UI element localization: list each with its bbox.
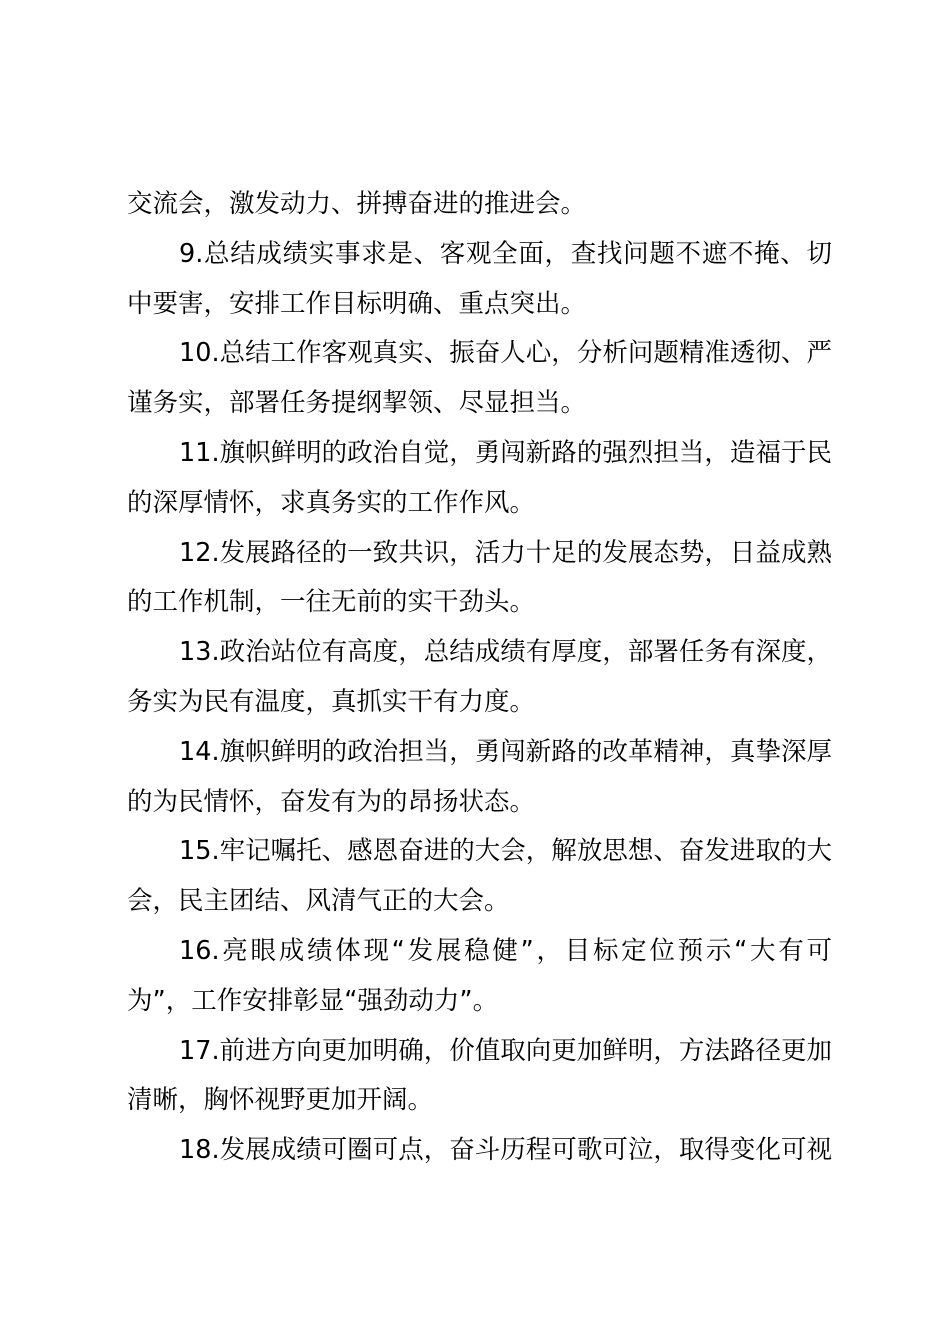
paragraph-line: 交流会，激发动力、拼搏奋进的推进会。 [127,189,587,219]
paragraph-line: 中要害，安排工作目标明确、重点突出。 [127,288,587,319]
paragraph-line: 16.亮眼成绩体现“发展稳健”，目标定位预示“大有可 [179,935,832,966]
paragraph-line: 务实为民有温度，真抓实干有力度。 [127,686,536,717]
document-body [127,180,832,1176]
paragraph-line: 11.旗帜鲜明的政治自觉，勇闯新路的强烈担当，造福于民 [179,437,832,468]
paragraph-line: 10.总结工作客观真实、振奋人心，分析问题精准透彻、严 [179,338,832,369]
paragraph-line: 13.政治站位有高度，总结成绩有厚度，部署任务有深度， [179,637,832,668]
paragraph-line: 的工作机制，一往无前的实干劲头。 [127,587,536,618]
paragraph-line: 18.发展成绩可圈可点，奋斗历程可歌可泣，取得变化可视 [179,1135,832,1166]
paragraph-line: 14.旗帜鲜明的政治担当，勇闯新路的改革精神，真挚深厚 [179,736,832,767]
paragraph-line: 15.牢记嘱托、感恩奋进的大会，解放思想、奋发进取的大 [179,836,832,867]
paragraph-line: 的深厚情怀，求真务实的工作作风。 [127,487,536,518]
paragraph-line: 会，民主团结、风清气正的大会。 [127,886,510,917]
paragraph-line: 17.前进方向更加明确，价值取向更加鲜明，方法路径更加 [179,1035,832,1066]
paragraph-line: 谨务实，部署任务提纲挈领、尽显担当。 [127,388,587,419]
paragraph-line: 为”，工作安排彰显“强劲动力”。 [127,985,499,1016]
paragraph-line: 清晰，胸怀视野更加开阔。 [127,1085,434,1116]
paragraph-line: 的为民情怀，奋发有为的昂扬状态。 [127,786,536,817]
paragraph-line: 12.发展路径的一致共识，活力十足的发展态势，日益成熟 [179,537,832,568]
paragraph-line: 9.总结成绩实事求是、客观全面，查找问题不遮不掩、切 [179,238,832,269]
